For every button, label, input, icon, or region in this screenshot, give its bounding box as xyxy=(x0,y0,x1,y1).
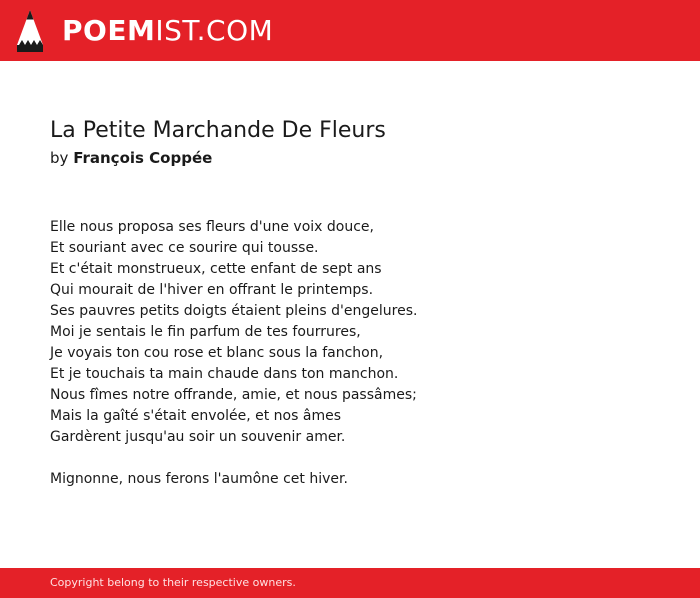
poem-line: Et c'était monstrueux, cette enfant de sept ans xyxy=(50,261,382,277)
poem-line: Moi je sentais le fin parfum de tes fourrures, xyxy=(50,324,361,340)
site-logo-text xyxy=(62,14,273,48)
poem-title: La Petite Marchande De Fleurs xyxy=(50,118,386,143)
copyright-text: Copyright belong to their respective owners. xyxy=(50,576,296,589)
site-footer xyxy=(0,568,700,598)
by-label: by xyxy=(50,149,69,167)
byline xyxy=(50,147,650,169)
poem-line: Je voyais ton cou rose et blanc sous la fanchon, xyxy=(50,345,384,361)
poem-line: Elle nous proposa ses fleurs d'une voix douce, xyxy=(50,219,374,235)
poem-line: Et souriant avec ce sourire qui tousse. xyxy=(50,240,319,256)
poem-body xyxy=(50,217,650,490)
poem-line: Qui mourait de l'hiver en offrant le printemps. xyxy=(50,282,374,298)
stanza-2 xyxy=(50,469,650,490)
poem-line: Gardèrent jusqu'au soir un souvenir amer. xyxy=(50,429,346,445)
poem-line: Mais la gaîté s'était envolée, et nos âmes xyxy=(50,408,341,424)
pencil-tip-icon xyxy=(16,9,44,53)
poem-line: Ses pauvres petits doigts étaient pleins d'engelures. xyxy=(50,303,418,319)
author-name: François Coppée xyxy=(73,149,213,167)
poem-content xyxy=(50,115,650,511)
stanza-1 xyxy=(50,217,650,448)
site-header xyxy=(0,0,700,61)
poem-line: Mignonne, nous ferons l'aumône cet hiver. xyxy=(50,471,348,487)
poem-line: Et je touchais ta main chaude dans ton manchon. xyxy=(50,366,399,382)
poem-line: Nous fîmes notre offrande, amie, et nous passâmes; xyxy=(50,387,417,403)
logo-light-text: IST.COM xyxy=(155,14,274,47)
logo-bold-text: POEM xyxy=(62,14,156,47)
